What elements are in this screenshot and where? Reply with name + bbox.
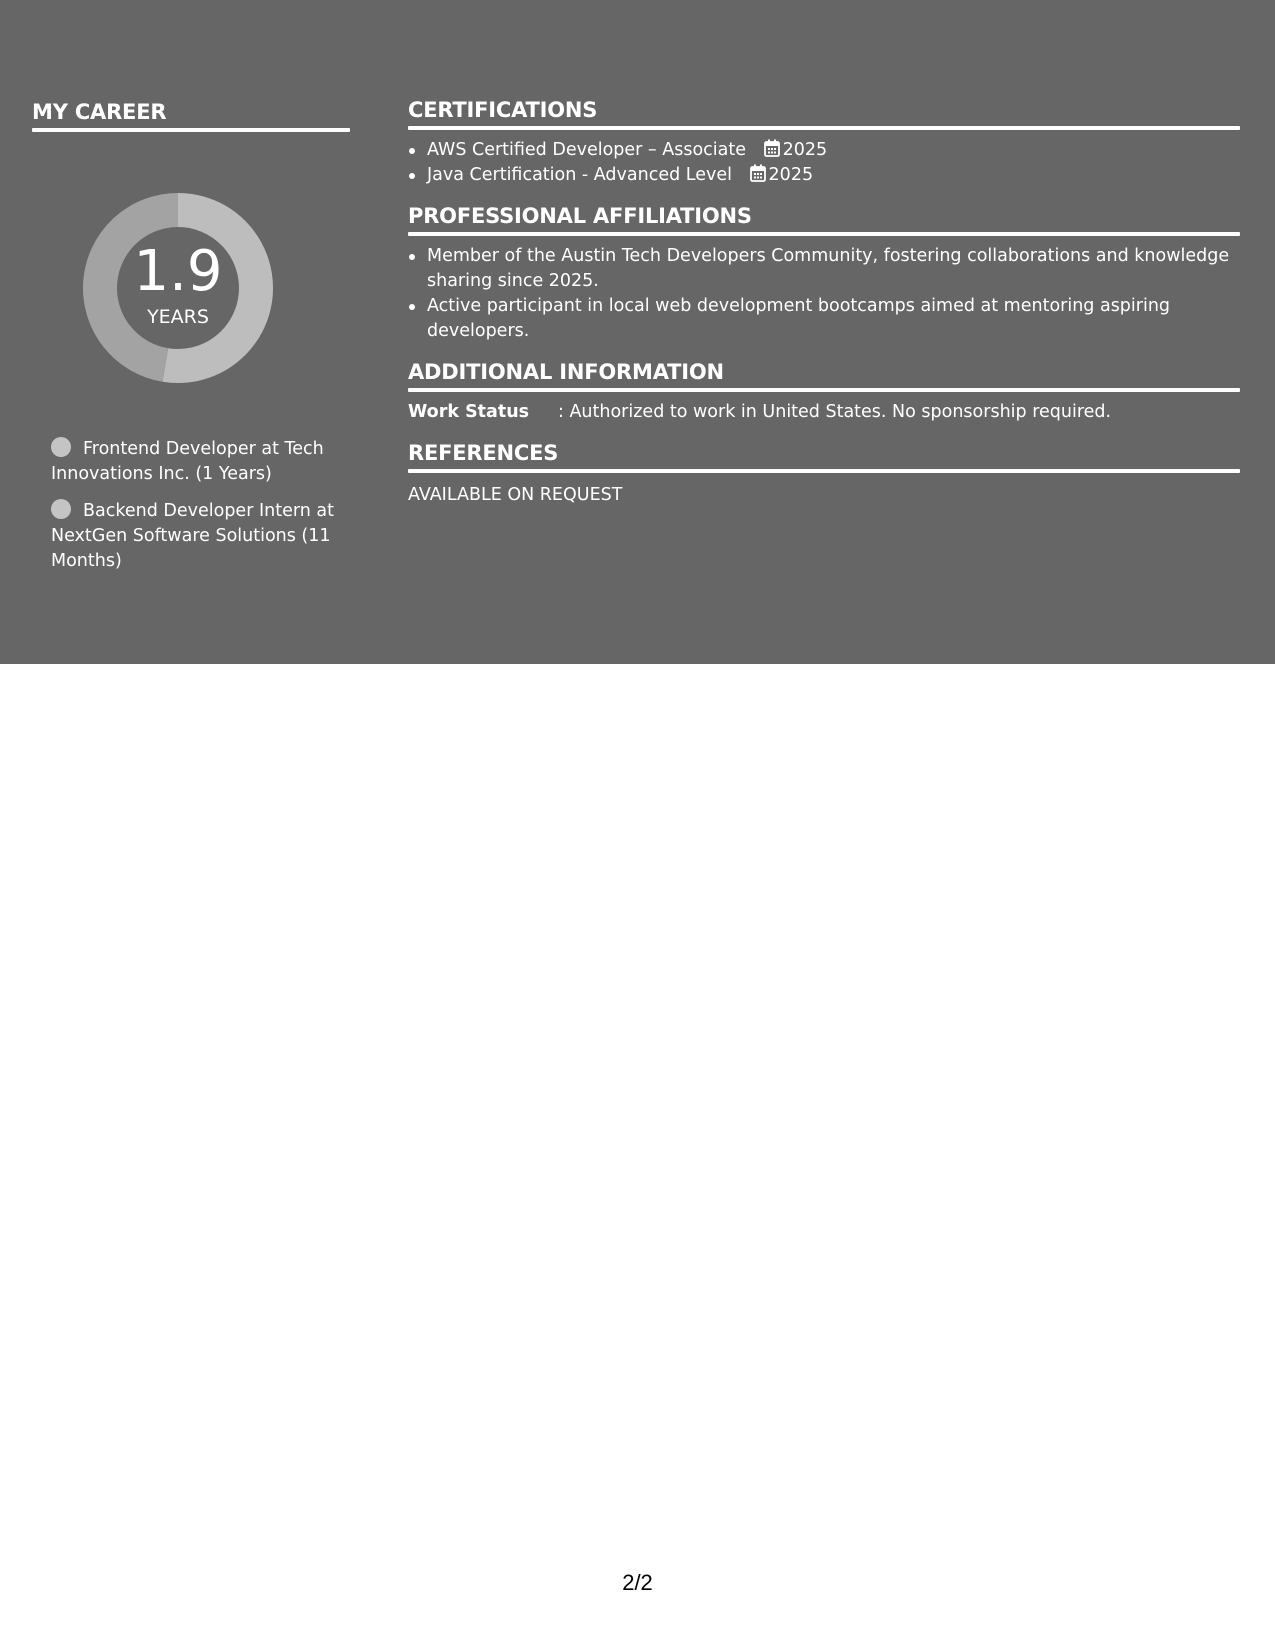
- certifications-heading-rule: [408, 126, 1240, 130]
- career-heading-rule: [32, 128, 350, 132]
- career-heading: MY CAREER: [32, 100, 167, 124]
- certification-year: 2025: [782, 140, 828, 160]
- career-legend-label: Frontend Developer at Tech Innovations Inc. (1 Years): [51, 439, 324, 484]
- certification-year: 2025: [768, 165, 814, 185]
- total-years-unit: YEARS: [147, 306, 209, 328]
- certifications-section: [408, 96, 1240, 188]
- career-legend: [51, 437, 351, 586]
- calendar-icon: [750, 164, 766, 182]
- work-status-value: : Authorized to work in United States. No sponsorship required.: [558, 402, 1112, 422]
- affiliation-item: Active participant in local web development bootcamps aimed at mentoring aspiring developers.: [408, 294, 1240, 344]
- certification-item: [408, 138, 1240, 163]
- affiliations-heading-rule: [408, 232, 1240, 236]
- references-section: [408, 439, 1240, 508]
- references-text: AVAILABLE ON REQUEST: [408, 485, 623, 505]
- calendar-icon: [764, 139, 780, 157]
- page-number: 2/2: [622, 1570, 653, 1595]
- certification-name: AWS Certified Developer – Associate: [427, 140, 746, 160]
- affiliations-section: [408, 202, 1240, 344]
- career-legend-item: [51, 499, 351, 574]
- references-heading-rule: [408, 469, 1240, 473]
- affiliations-list: [408, 244, 1240, 344]
- references-heading: REFERENCES: [408, 441, 559, 465]
- legend-dot-icon: [51, 437, 71, 457]
- additional-info-section: [408, 358, 1240, 425]
- additional-info-heading-rule: [408, 388, 1240, 392]
- details-column: [408, 96, 1240, 522]
- affiliation-item: Member of the Austin Tech Developers Community, fostering collaborations and knowledge sharing since 2025.: [408, 244, 1240, 294]
- certification-name: Java Certification - Advanced Level: [427, 165, 732, 185]
- affiliations-heading: PROFESSIONAL AFFILIATIONS: [408, 204, 752, 228]
- certifications-list: [408, 138, 1240, 188]
- career-legend-label: Backend Developer Intern at NextGen Software Solutions (11 Months): [51, 501, 334, 571]
- career-column: [32, 98, 352, 571]
- career-donut-chart: [66, 176, 290, 400]
- total-years-value: 1.9: [133, 239, 223, 304]
- work-status-label: Work Status: [408, 402, 530, 422]
- resume-panel: [0, 0, 1275, 664]
- career-legend-item: [51, 437, 351, 487]
- work-status-row: [408, 400, 1240, 425]
- certifications-heading: CERTIFICATIONS: [408, 98, 598, 122]
- additional-info-heading: ADDITIONAL INFORMATION: [408, 360, 724, 384]
- legend-dot-icon: [51, 499, 71, 519]
- donut-center: [66, 176, 290, 400]
- certification-item: [408, 163, 1240, 188]
